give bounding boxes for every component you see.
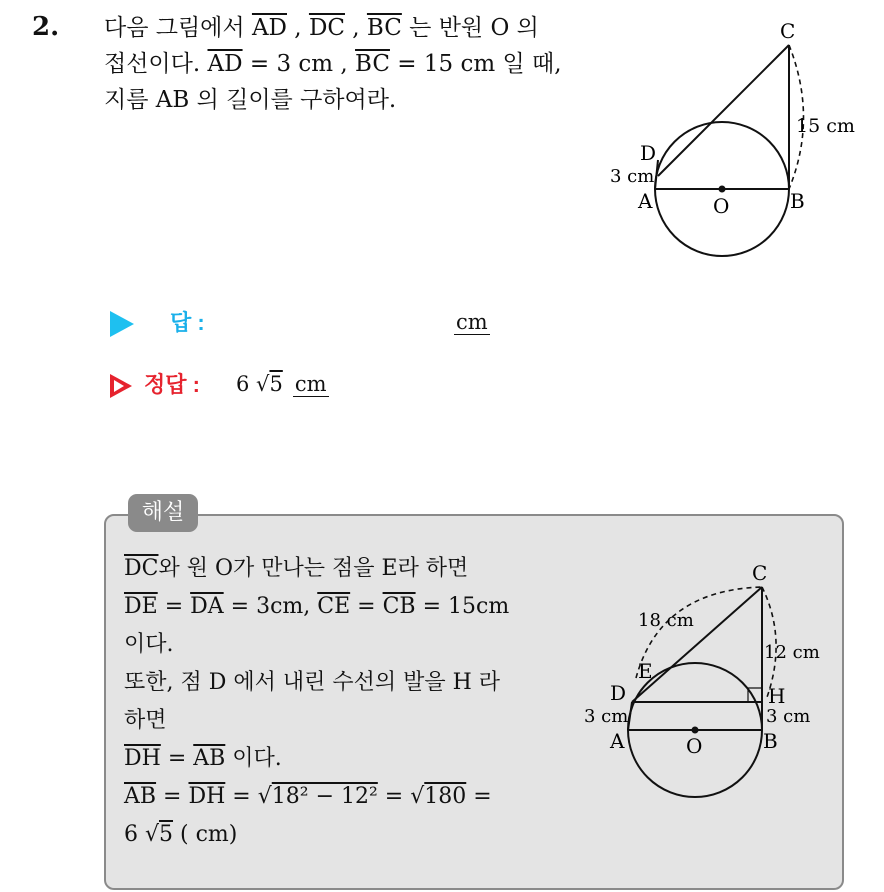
solution-line-6: $\overline{DH} = \overline{AB}$ 이다. (124, 746, 282, 771)
solution-text (124, 550, 574, 854)
question-line-2: 접선이다. $\overline{AD} = 3$ cm , $\overline{BC} = 15$ cm 일 때, (104, 51, 562, 77)
blue-play-icon (110, 311, 134, 337)
correct-answer-row (110, 368, 200, 399)
answer-unit-blank[interactable]: cm (456, 310, 488, 334)
label-len-ce: 18 cm (638, 610, 694, 631)
question-line-1: 다음 그림에서 $\overline{AD}$ , $\overline{DC}$ , $\overline{BC}$ 는 반원 O 의 (104, 15, 539, 41)
red-outline-play-icon (110, 374, 132, 398)
label-b: B (763, 729, 778, 753)
question-number: 2. (32, 12, 60, 42)
solution-line-7: $\overline{AB} = \overline{DH} = √18^2 - 12^2 = √180$ = (124, 784, 492, 809)
question-text (104, 10, 594, 118)
label-h: H (768, 684, 786, 708)
tangent-dc (658, 45, 789, 176)
solution-line-3: 이다. (124, 632, 174, 657)
label-e: E (638, 659, 653, 683)
tangent-dc (632, 587, 762, 702)
label-d: D (640, 141, 657, 165)
label-b: B (790, 189, 805, 213)
label-c: C (780, 19, 796, 43)
label-o: O (686, 734, 703, 758)
dashed-arc-ce (636, 587, 762, 678)
question-figure (600, 18, 870, 268)
solution-figure (580, 560, 840, 810)
label-len-bh: 3 cm (766, 706, 811, 727)
solution-line-1: $\overline{DC}$와 원 O가 만나는 점을 E라 하면 (124, 556, 469, 581)
label-len-bc: 15 cm (796, 115, 855, 137)
solution-line-5: 하면 (124, 708, 167, 733)
solution-tag: 해설 (128, 494, 198, 532)
label-len-ch: 12 cm (764, 642, 820, 663)
label-a: A (610, 729, 625, 753)
answer-label: 답 : (170, 310, 205, 335)
label-len-ad: 3 cm (584, 706, 629, 727)
answer-row (110, 306, 205, 337)
solution-line-2: $\overline{DE} = \overline{DA} = 3cm$, $\overline{CE} = \overline{CB} = 15cm$ (124, 594, 510, 619)
correct-answer-value: 6 √5 cm (236, 372, 327, 396)
center-dot (719, 186, 726, 193)
label-c: C (752, 561, 768, 585)
label-d: D (610, 681, 627, 705)
solution-line-8: 6 √5 ( cm) (124, 822, 238, 847)
question-line-3: 지름 AB 의 길이를 구하여라. (104, 87, 397, 113)
center-dot (692, 727, 699, 734)
label-a: A (638, 189, 653, 213)
label-len-ad: 3 cm (610, 166, 655, 187)
solution-line-4: 또한, 점 D 에서 내린 수선의 발을 H 라 (124, 670, 501, 695)
label-o: O (713, 194, 730, 218)
correct-answer-label: 정답 : (144, 372, 200, 397)
